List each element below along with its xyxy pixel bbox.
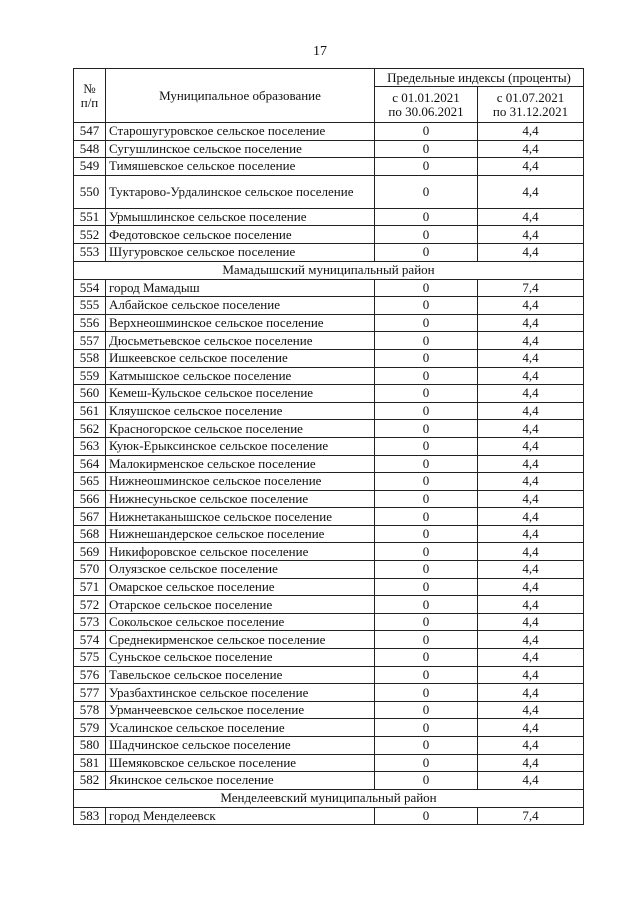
row-number: 564 xyxy=(74,455,106,473)
header-index-group: Предельные индексы (проценты) xyxy=(375,69,584,87)
district-header-row xyxy=(74,261,584,279)
index-second-half: 4,4 xyxy=(478,525,584,543)
municipality-name: Сокольское сельское поселение xyxy=(106,613,375,631)
index-first-half: 0 xyxy=(375,420,478,438)
header-period-second-half xyxy=(478,87,584,123)
index-first-half: 0 xyxy=(375,807,478,825)
index-first-half: 0 xyxy=(375,208,478,226)
table-row xyxy=(74,402,584,420)
index-second-half: 4,4 xyxy=(478,473,584,491)
index-first-half: 0 xyxy=(375,279,478,297)
table-body xyxy=(74,123,584,825)
municipality-name: Кемеш-Кульское сельское поселение xyxy=(106,385,375,403)
index-second-half: 4,4 xyxy=(478,772,584,790)
table-row xyxy=(74,754,584,772)
index-second-half: 4,4 xyxy=(478,613,584,631)
index-second-half: 4,4 xyxy=(478,490,584,508)
municipality-name: Тимяшевское сельское поселение xyxy=(106,158,375,176)
table-row xyxy=(74,158,584,176)
index-first-half: 0 xyxy=(375,243,478,261)
index-first-half: 0 xyxy=(375,455,478,473)
municipality-name: Куюк-Ерыксинское сельское поселение xyxy=(106,437,375,455)
municipality-name: Сугушлинское сельское поселение xyxy=(106,140,375,158)
table-row xyxy=(74,385,584,403)
index-second-half: 4,4 xyxy=(478,332,584,350)
row-number: 565 xyxy=(74,473,106,491)
row-number: 566 xyxy=(74,490,106,508)
table-row xyxy=(74,123,584,141)
table-row xyxy=(74,208,584,226)
index-second-half: 4,4 xyxy=(478,123,584,141)
municipality-name: Нижнешандерское сельское поселение xyxy=(106,525,375,543)
index-second-half: 4,4 xyxy=(478,226,584,244)
index-first-half: 0 xyxy=(375,349,478,367)
header-number-symbol: № xyxy=(83,80,96,96)
index-first-half: 0 xyxy=(375,561,478,579)
row-number: 548 xyxy=(74,140,106,158)
index-first-half: 0 xyxy=(375,543,478,561)
index-first-half: 0 xyxy=(375,684,478,702)
row-number: 569 xyxy=(74,543,106,561)
index-first-half: 0 xyxy=(375,473,478,491)
table-row xyxy=(74,666,584,684)
index-second-half: 4,4 xyxy=(478,737,584,755)
row-number: 551 xyxy=(74,208,106,226)
row-number: 581 xyxy=(74,754,106,772)
table-row xyxy=(74,332,584,350)
row-number: 567 xyxy=(74,508,106,526)
table-row xyxy=(74,561,584,579)
index-first-half: 0 xyxy=(375,123,478,141)
row-number: 571 xyxy=(74,578,106,596)
municipality-name: город Менделеевск xyxy=(106,807,375,825)
index-first-half: 0 xyxy=(375,525,478,543)
index-second-half: 4,4 xyxy=(478,385,584,403)
table-row xyxy=(74,772,584,790)
row-number: 560 xyxy=(74,385,106,403)
table-row xyxy=(74,314,584,332)
index-first-half: 0 xyxy=(375,701,478,719)
index-second-half: 4,4 xyxy=(478,701,584,719)
municipality-name: Якинское сельское поселение xyxy=(106,772,375,790)
table-row xyxy=(74,243,584,261)
municipality-name: Шемяковское сельское поселение xyxy=(106,754,375,772)
table-row xyxy=(74,490,584,508)
table-row xyxy=(74,596,584,614)
table-row xyxy=(74,420,584,438)
municipality-name: Усалинское сельское поселение xyxy=(106,719,375,737)
index-second-half: 4,4 xyxy=(478,455,584,473)
index-first-half: 0 xyxy=(375,367,478,385)
index-second-half: 4,4 xyxy=(478,649,584,667)
row-number: 574 xyxy=(74,631,106,649)
index-second-half: 4,4 xyxy=(478,314,584,332)
municipality-name: Нижнеошминское сельское поселение xyxy=(106,473,375,491)
header-period-first-half xyxy=(375,87,478,123)
table-row xyxy=(74,455,584,473)
row-number: 547 xyxy=(74,123,106,141)
index-first-half: 0 xyxy=(375,385,478,403)
row-number: 549 xyxy=(74,158,106,176)
index-first-half: 0 xyxy=(375,508,478,526)
district-header-row xyxy=(74,789,584,807)
table-row xyxy=(74,631,584,649)
table-row xyxy=(74,367,584,385)
table-row xyxy=(74,525,584,543)
row-number: 563 xyxy=(74,437,106,455)
table-row xyxy=(74,349,584,367)
municipality-name: Никифоровское сельское поселение xyxy=(106,543,375,561)
row-number: 559 xyxy=(74,367,106,385)
row-number: 580 xyxy=(74,737,106,755)
header-number-abbr: п/п xyxy=(80,94,99,110)
index-first-half: 0 xyxy=(375,402,478,420)
index-second-half: 4,4 xyxy=(478,666,584,684)
municipality-name: Шадчинское сельское поселение xyxy=(106,737,375,755)
district-title: Мамадышский муниципальный район xyxy=(74,261,584,279)
page-number: 17 xyxy=(313,44,327,59)
table-row xyxy=(74,279,584,297)
table-row xyxy=(74,140,584,158)
index-first-half: 0 xyxy=(375,613,478,631)
index-second-half: 4,4 xyxy=(478,508,584,526)
index-first-half: 0 xyxy=(375,226,478,244)
row-number: 553 xyxy=(74,243,106,261)
index-second-half: 4,4 xyxy=(478,367,584,385)
index-second-half: 4,4 xyxy=(478,158,584,176)
header-municipality: Муниципальное образование xyxy=(106,69,375,123)
municipality-name: Тавельское сельское поселение xyxy=(106,666,375,684)
table-row xyxy=(74,297,584,315)
municipality-name: Ишкеевское сельское поселение xyxy=(106,349,375,367)
municipality-name: Нижнесуньское сельское поселение xyxy=(106,490,375,508)
index-first-half: 0 xyxy=(375,737,478,755)
municipality-name: Суньское сельское поселение xyxy=(106,649,375,667)
table-row xyxy=(74,701,584,719)
table-row xyxy=(74,473,584,491)
row-number: 554 xyxy=(74,279,106,297)
index-second-half: 4,4 xyxy=(478,437,584,455)
index-second-half: 4,4 xyxy=(478,754,584,772)
index-second-half: 4,4 xyxy=(478,543,584,561)
row-number: 583 xyxy=(74,807,106,825)
index-second-half: 4,4 xyxy=(478,297,584,315)
municipality-name: Кляушское сельское поселение xyxy=(106,402,375,420)
row-number: 582 xyxy=(74,772,106,790)
municipality-name: Дюсьметьевское сельское поселение xyxy=(106,332,375,350)
index-second-half: 4,4 xyxy=(478,175,584,208)
index-second-half: 4,4 xyxy=(478,631,584,649)
period-first-half-to: по 30.06.2021 xyxy=(388,103,464,119)
municipality-name: Красногорское сельское поселение xyxy=(106,420,375,438)
index-second-half: 7,4 xyxy=(478,279,584,297)
index-first-half: 0 xyxy=(375,772,478,790)
index-first-half: 0 xyxy=(375,175,478,208)
municipality-name: Малокирменское сельское поселение xyxy=(106,455,375,473)
row-number: 575 xyxy=(74,649,106,667)
table-row xyxy=(74,508,584,526)
index-second-half: 4,4 xyxy=(478,243,584,261)
index-first-half: 0 xyxy=(375,754,478,772)
header-number-cell xyxy=(74,69,106,123)
index-first-half: 0 xyxy=(375,719,478,737)
row-number: 555 xyxy=(74,297,106,315)
index-first-half: 0 xyxy=(375,314,478,332)
municipality-name: Уразбахтинское сельское поселение xyxy=(106,684,375,702)
table-row xyxy=(74,175,584,208)
index-first-half: 0 xyxy=(375,297,478,315)
table-row xyxy=(74,737,584,755)
row-number: 573 xyxy=(74,613,106,631)
municipality-name: Омарское сельское поселение xyxy=(106,578,375,596)
index-second-half: 4,4 xyxy=(478,349,584,367)
index-first-half: 0 xyxy=(375,158,478,176)
municipality-name: Отарское сельское поселение xyxy=(106,596,375,614)
index-second-half: 4,4 xyxy=(478,719,584,737)
index-first-half: 0 xyxy=(375,490,478,508)
municipality-name: Олуязское сельское поселение xyxy=(106,561,375,579)
index-first-half: 0 xyxy=(375,332,478,350)
row-number: 556 xyxy=(74,314,106,332)
index-first-half: 0 xyxy=(375,578,478,596)
row-number: 578 xyxy=(74,701,106,719)
row-number: 562 xyxy=(74,420,106,438)
index-second-half: 4,4 xyxy=(478,596,584,614)
municipality-name: город Мамадыш xyxy=(106,279,375,297)
table-row xyxy=(74,226,584,244)
municipality-name: Верхнеошминское сельское поселение xyxy=(106,314,375,332)
municipality-name: Федотовское сельское поселение xyxy=(106,226,375,244)
municipality-name: Старошугуровское сельское поселение xyxy=(106,123,375,141)
index-first-half: 0 xyxy=(375,666,478,684)
index-second-half: 4,4 xyxy=(478,140,584,158)
period-second-half-to: по 31.12.2021 xyxy=(492,103,569,119)
row-number: 550 xyxy=(74,175,106,208)
index-first-half: 0 xyxy=(375,437,478,455)
index-first-half: 0 xyxy=(375,596,478,614)
index-second-half: 4,4 xyxy=(478,402,584,420)
period-second-half-from: с 01.07.2021 xyxy=(496,89,565,105)
row-number: 561 xyxy=(74,402,106,420)
table-header xyxy=(74,69,584,123)
table-row xyxy=(74,613,584,631)
municipality-name: Урмышлинское сельское поселение xyxy=(106,208,375,226)
municipality-name: Шугуровское сельское поселение xyxy=(106,243,375,261)
table-row xyxy=(74,543,584,561)
table-row xyxy=(74,807,584,825)
municipality-name: Албайское сельское поселение xyxy=(106,297,375,315)
index-second-half: 4,4 xyxy=(478,208,584,226)
row-number: 577 xyxy=(74,684,106,702)
table-row xyxy=(74,684,584,702)
index-first-half: 0 xyxy=(375,631,478,649)
table-row xyxy=(74,719,584,737)
period-first-half-from: с 01.01.2021 xyxy=(392,89,460,105)
municipality-name: Среднекирменское сельское поселение xyxy=(106,631,375,649)
row-number: 576 xyxy=(74,666,106,684)
index-second-half: 4,4 xyxy=(478,420,584,438)
table-row xyxy=(74,437,584,455)
row-number: 570 xyxy=(74,561,106,579)
row-number: 557 xyxy=(74,332,106,350)
index-second-half: 4,4 xyxy=(478,561,584,579)
row-number: 552 xyxy=(74,226,106,244)
row-number: 558 xyxy=(74,349,106,367)
municipality-name: Катмышское сельское поселение xyxy=(106,367,375,385)
row-number: 568 xyxy=(74,525,106,543)
table-row xyxy=(74,649,584,667)
table-row xyxy=(74,578,584,596)
index-second-half: 4,4 xyxy=(478,578,584,596)
municipality-name: Урманчеевское сельское поселение xyxy=(106,701,375,719)
municipality-name: Туктарово-Урдалинское сельское поселение xyxy=(106,175,375,208)
municipality-name: Нижнетаканышское сельское поселение xyxy=(106,508,375,526)
index-first-half: 0 xyxy=(375,140,478,158)
row-number: 579 xyxy=(74,719,106,737)
district-title: Менделеевский муниципальный район xyxy=(74,789,584,807)
index-first-half: 0 xyxy=(375,649,478,667)
index-second-half: 4,4 xyxy=(478,684,584,702)
tariff-index-table xyxy=(73,68,584,825)
row-number: 572 xyxy=(74,596,106,614)
index-second-half: 7,4 xyxy=(478,807,584,825)
